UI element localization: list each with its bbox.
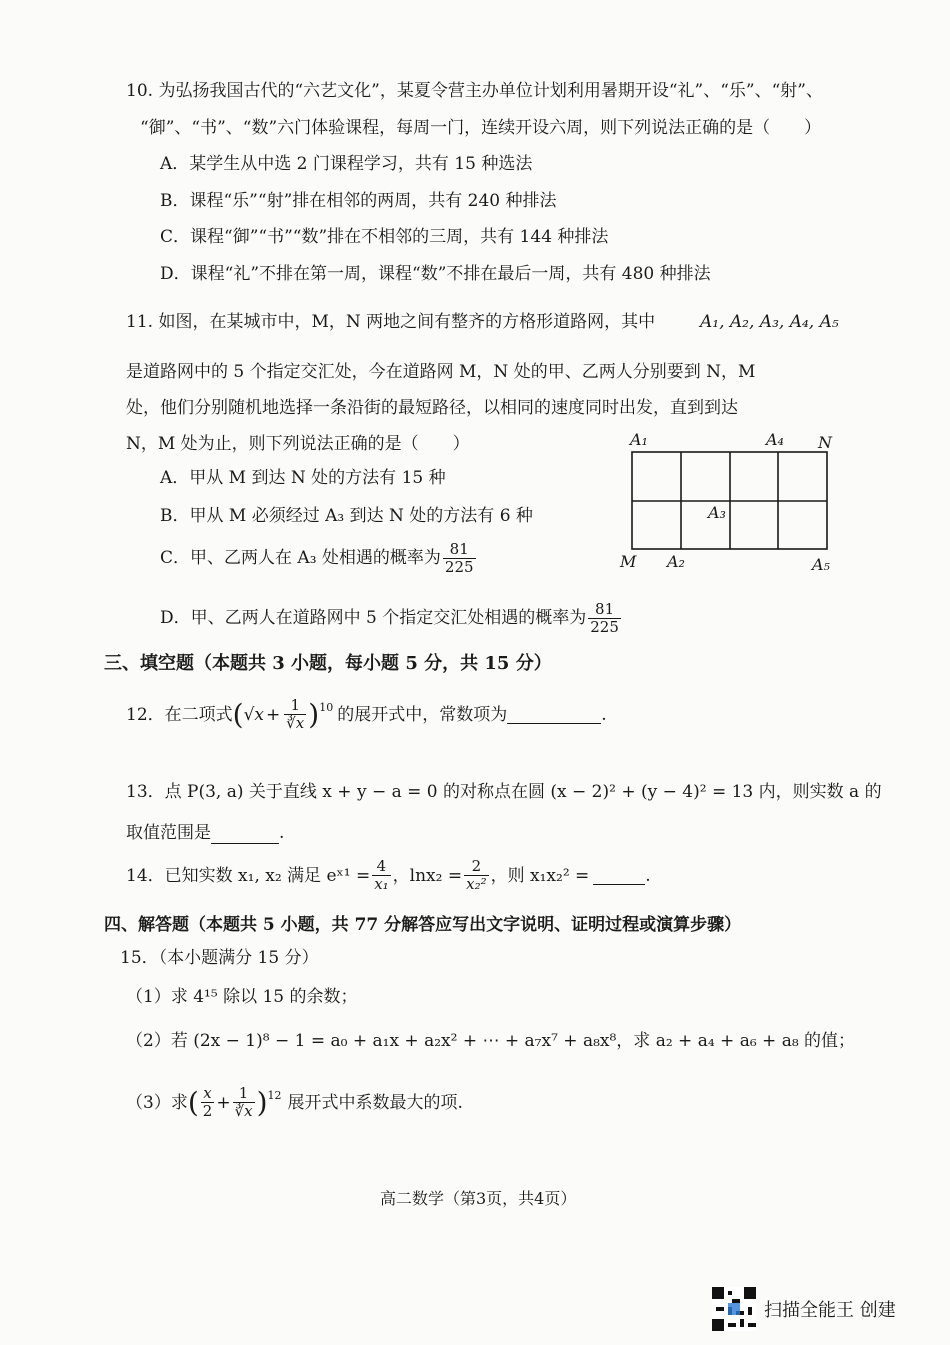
fraction-numerator: 2: [471, 857, 482, 875]
q12-plus: +: [266, 704, 281, 725]
q14-fraction-2: [464, 858, 489, 893]
grid-label-a1: A₁: [630, 430, 648, 449]
q15-part3-suffix: 展开式中系数最大的项.: [287, 1092, 463, 1113]
q12-exponent: 10: [319, 701, 334, 714]
q10-stem-line1: 10. 为弘扬我国古代的“六艺文化”，某夏令营主办单位计划利用暑期开设“礼”、“乐”、“射”、: [126, 81, 823, 101]
q15-fraction-1: [201, 1085, 215, 1120]
q13-line1: 13．点 P(3, a) 关于直线 x + y − a = 0 的对称点在圆 (x − 2)² + (y − 4)² = 13 内，则实数 a 的: [126, 782, 882, 802]
q12-fraction: [284, 697, 306, 732]
q13-line2-end: .: [279, 823, 285, 843]
qr-code-icon: [712, 1287, 756, 1331]
q11-option-c: [160, 541, 478, 576]
q11-option-d-fraction: [588, 601, 621, 636]
q11-line4: N，M 处为止，则下列说法正确的是（ ）: [126, 434, 470, 454]
section-4-heading: 四、解答题（本题共 5 小题，共 77 分解答应写出文字说明、证明过程或演算步骤）: [104, 915, 742, 935]
q11-option-b: B．甲从 M 必须经过 A₃ 到达 N 处的方法有 6 种: [160, 506, 533, 526]
q11-option-d-text: D．甲、乙两人在道路网中 5 个指定交汇处相遇的概率为: [160, 608, 587, 628]
grid-label-a3: A₃: [708, 503, 726, 522]
fraction-denominator: ∛x: [234, 1102, 253, 1120]
grid-label-n: N: [818, 433, 832, 452]
q10-stem-line2: “御”、“书”、“数”六门体验课程，每周一门，连续开设六周，则下列说法正确的是（ ）: [140, 118, 822, 138]
q14-suffix: ，则 x₁x₂² =: [490, 865, 590, 886]
q15-title: 15．（本小题满分 15 分）: [120, 948, 319, 968]
q10-option-a: A．某学生从中选 2 门课程学习，共有 15 种选法: [160, 154, 533, 174]
q13-line2: [126, 822, 284, 844]
q15-left-paren: (: [187, 1085, 199, 1119]
fraction-numerator: 4: [376, 857, 387, 875]
scanner-watermark-text: 扫描全能王 创建: [764, 1300, 896, 1321]
q13-line2-prefix: 取值范围是: [126, 823, 211, 843]
grid-label-a4: A₄: [766, 430, 784, 449]
q15-plus: +: [216, 1092, 231, 1113]
q15-part3-prefix: （3）求: [126, 1092, 188, 1113]
q12-right-paren: ): [308, 697, 320, 731]
grid-label-a2: A₂: [667, 552, 685, 571]
q14-answer-blank: [593, 866, 645, 885]
fraction-denominator: 2: [202, 1102, 213, 1120]
q14-end: .: [645, 865, 651, 886]
q15-fraction-2: [233, 1085, 255, 1120]
q14-mid: ，lnx₂ =: [392, 865, 463, 886]
q15-part1: （1）求 4¹⁵ 除以 15 的余数；: [126, 987, 358, 1007]
grid-label-m: M: [620, 552, 637, 571]
q11-line2: 是道路网中的 5 个指定交汇处，今在道路网 M，N 处的甲、乙两人分别要到 N，M: [126, 362, 756, 382]
q10-option-c: C．课程“御”“书”“数”排在不相邻的三周，共有 144 种排法: [160, 227, 609, 247]
q12-suffix: 的展开式中，常数项为: [337, 704, 508, 725]
fraction-numerator: 81: [449, 540, 469, 558]
fraction-denominator: ∛x: [286, 714, 305, 732]
fraction-numerator: 1: [290, 696, 301, 714]
fraction-numerator: 1: [238, 1084, 249, 1102]
q11-points-list: A₁, A₂, A₃, A₄, A₅: [700, 312, 839, 332]
q11-option-a: A．甲从 M 到达 N 处的方法有 15 种: [160, 468, 446, 488]
grid-label-a5: A₅: [812, 555, 830, 574]
road-grid-diagram: [620, 435, 850, 575]
q14-prefix: 14．已知实数 x₁, x₂ 满足 eˣ¹ =: [126, 865, 371, 886]
fraction-denominator: 225: [590, 618, 619, 636]
page-footer: 高二数学（第3页，共4页）: [380, 1189, 577, 1208]
fraction-denominator: 225: [444, 558, 474, 576]
q15-exponent: 12: [267, 1089, 282, 1102]
q10-option-b: B．课程“乐”“射”排在相邻的两周，共有 240 种排法: [160, 191, 557, 211]
q12: [126, 697, 607, 732]
q13-answer-blank: [211, 825, 279, 844]
q10-option-d: D．课程“礼”不排在第一周，课程“数”不排在最后一周，共有 480 种排法: [160, 264, 711, 284]
q12-end: .: [601, 704, 607, 725]
q11-option-d: [160, 601, 623, 636]
q15-right-paren: ): [256, 1085, 268, 1119]
q12-sqrt-x: √x: [243, 704, 264, 725]
q11-line1: 11. 如图，在某城市中，M，N 两地之间有整齐的方格形道路网，其中: [126, 312, 656, 332]
fraction-numerator: 81: [595, 600, 615, 618]
q12-prefix: 12．在二项式: [126, 704, 233, 725]
q11-option-c-text: C．甲、乙两人在 A₃ 处相遇的概率为: [160, 548, 441, 568]
section-3-heading: 三、填空题（本题共 3 小题，每小题 5 分，共 15 分）: [104, 653, 552, 674]
q11-line3: 处，他们分别随机地选择一条沿街的最短路径，以相同的速度同时出发，直到到达: [126, 398, 738, 418]
fraction-numerator: x: [203, 1084, 212, 1102]
q12-answer-blank: [507, 705, 601, 724]
fraction-denominator: x₂²: [466, 875, 487, 893]
q15-part2: （2）若 (2x − 1)⁸ − 1 = a₀ + a₁x + a₂x² + ⋯ + a₇x⁷ + a₈x⁸，求 a₂ + a₄ + a₆ + a₈ 的值；: [126, 1031, 856, 1051]
q14-fraction-1: [372, 858, 390, 893]
q14: [126, 858, 651, 893]
q12-left-paren: (: [232, 697, 244, 731]
q15-part3: [126, 1085, 463, 1120]
q11-option-c-fraction: [443, 541, 476, 576]
fraction-denominator: x₁: [374, 875, 389, 893]
